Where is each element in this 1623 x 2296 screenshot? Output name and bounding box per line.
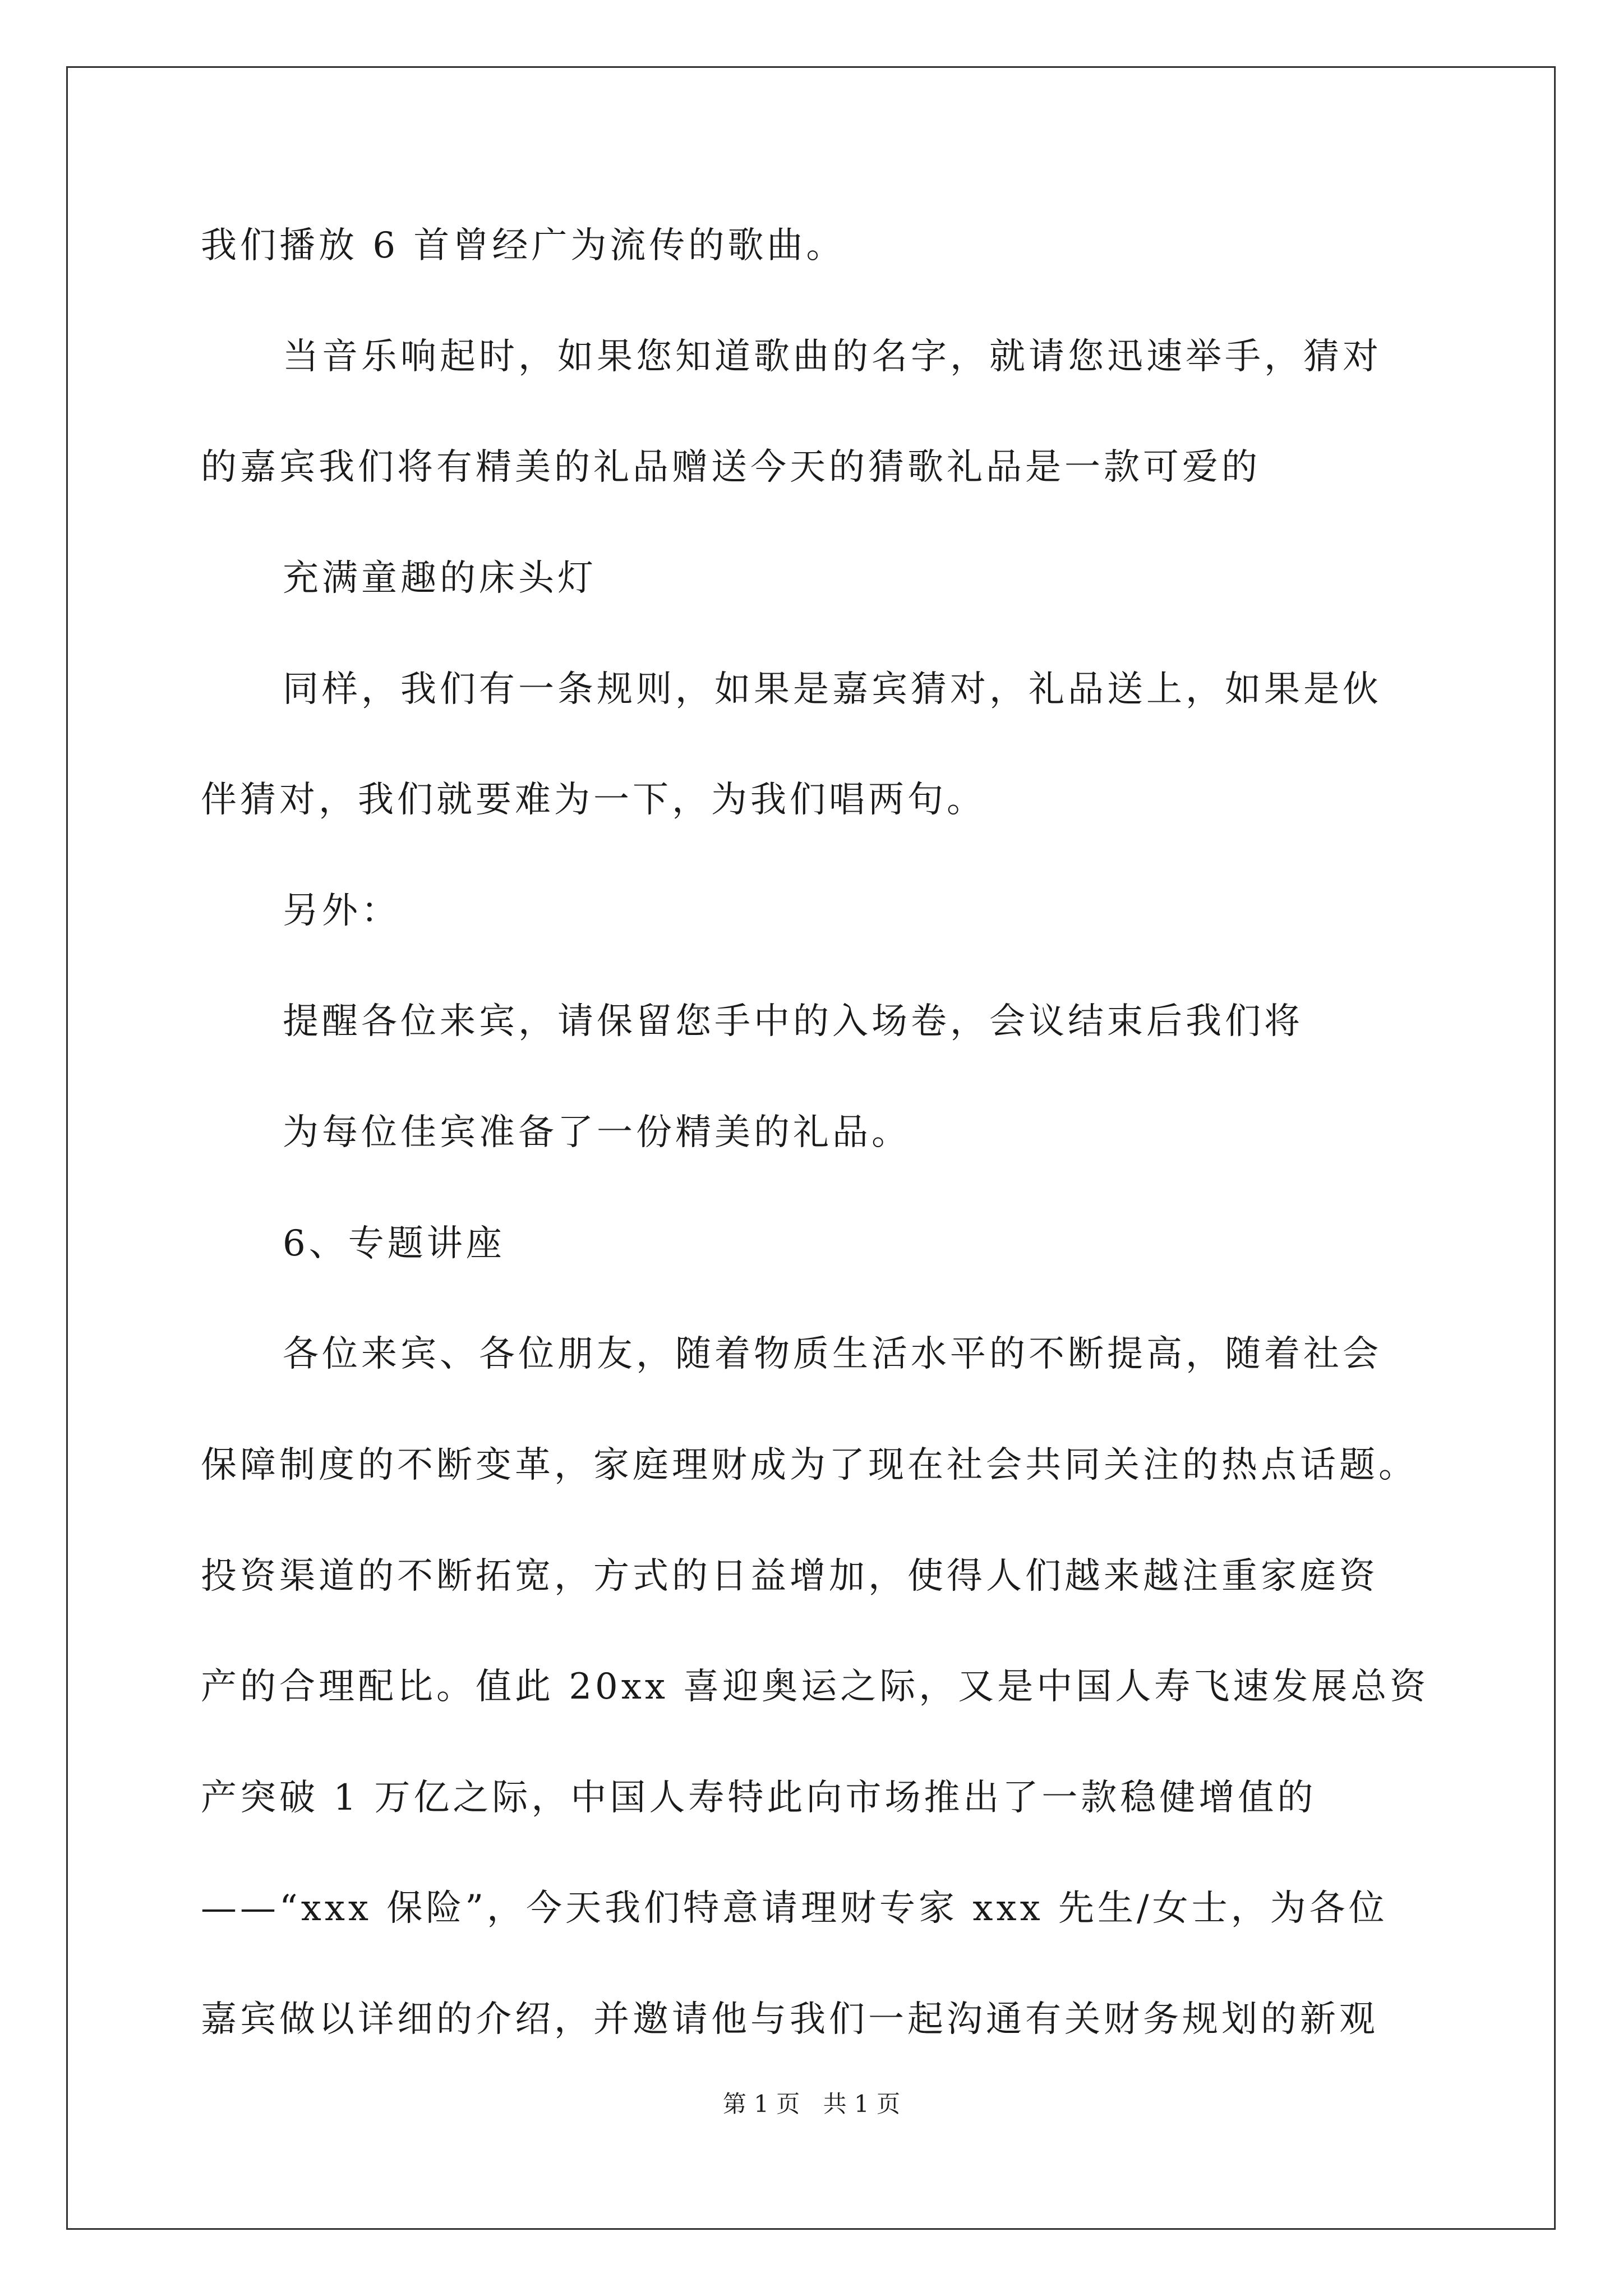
body-line: 伴猜对，我们就要难为一下，为我们唱两句。 (201, 779, 986, 821)
body-line: 我们播放 6 首曾经广为流传的歌曲。 (201, 225, 846, 266)
page-total: 共 1 页 (823, 2090, 901, 2118)
body-line: 产的合理配比。值此 20xx 喜迎奥运之际，又是中国人寿飞速发展总资 (201, 1666, 1430, 1708)
body-line: 各位来宾、各位朋友，随着物质生活水平的不断提高，随着社会 (283, 1333, 1382, 1375)
body-line: 产突破 1 万亿之际，中国人寿特此向市场推出了一款稳健增值的 (201, 1777, 1317, 1819)
body-line: 另外： (283, 890, 400, 932)
section-heading: 6、专题讲座 (283, 1223, 505, 1264)
body-line: 同样，我们有一条规则，如果是嘉宾猜对，礼品送上，如果是伙 (283, 669, 1382, 710)
body-line: 充满童趣的床头灯 (283, 558, 597, 599)
page-footer (0, 2088, 1623, 2120)
body-line: 嘉宾做以详细的介绍，并邀请他与我们一起沟通有关财务规划的新观 (201, 1999, 1378, 2040)
body-line: 当音乐响起时，如果您知道歌曲的名字，就请您迅速举手，猜对 (283, 336, 1382, 378)
body-line: ——“xxx 保险”，今天我们特意请理财专家 xxx 先生/女士，为各位 (201, 1888, 1388, 1929)
body-line: 为每位佳宾准备了一份精美的礼品。 (283, 1112, 911, 1153)
body-line: 的嘉宾我们将有精美的礼品赠送今天的猜歌礼品是一款可爱的 (201, 447, 1261, 488)
body-line: 投资渠道的不断拓宽，方式的日益增加，使得人们越来越注重家庭资 (201, 1556, 1378, 1597)
body-line: 保障制度的不断变革，家庭理财成为了现在社会共同关注的热点话题。 (201, 1444, 1418, 1486)
body-line: 提醒各位来宾，请保留您手中的入场卷，会议结束后我们将 (283, 1001, 1303, 1042)
page-number: 第 1 页 (722, 2090, 800, 2118)
